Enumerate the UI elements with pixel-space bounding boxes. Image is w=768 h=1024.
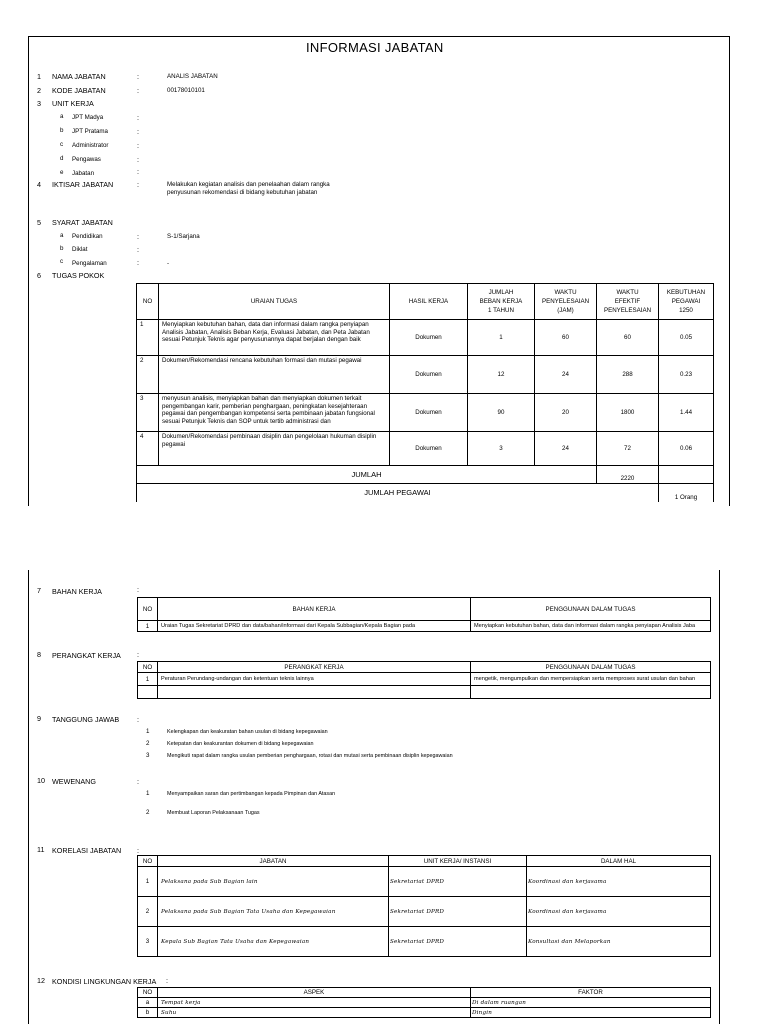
- cell-penggunaan: mengetik, mengumpulkan dan mempersiapkan serta memproses surat usulan dan bahan: [471, 673, 711, 686]
- field-label-ikhtisar: IKTISAR JABATAN: [52, 180, 114, 189]
- field-colon: :: [137, 232, 139, 241]
- table-header-row: [138, 598, 711, 621]
- list-item-no: 2: [146, 809, 150, 816]
- field-no: 2: [37, 86, 41, 95]
- table-row: [138, 998, 711, 1008]
- unit-kerja-administrator: Administrator: [72, 142, 109, 149]
- cell-uraian: Menyiapkan kebutuhan bahan, data dan informasi dalam rangka penyiapan Analisis Jabatan, Analisis Beban Kerja, Evaluasi Jabatan, dan Peta Jabatan sesuai Petunjuk Teknis agar penyusunannya dapat berjalan dengan baik: [159, 320, 390, 356]
- cell-no: 3: [137, 394, 159, 432]
- cell-unit: Sekretariat DPRD: [389, 897, 527, 927]
- header-penggunaan: PENGGUNAAN DALAM TUGAS: [471, 598, 711, 621]
- header-aspek: ASPEK: [158, 988, 471, 998]
- field-colon: :: [137, 155, 139, 164]
- field-colon: :: [137, 180, 139, 189]
- cell-no: 1: [138, 867, 158, 897]
- jumlah-label: JUMLAH: [137, 466, 597, 484]
- table-header-row: [137, 284, 714, 320]
- table-row: [137, 432, 714, 466]
- field-colon: :: [137, 141, 139, 150]
- header-penggunaan: PENGGUNAAN DALAM TUGAS: [471, 662, 711, 673]
- cell-hasil: Dokumen: [390, 320, 468, 356]
- table-row: [138, 1008, 711, 1018]
- cell-hasil: Dokumen: [390, 356, 468, 394]
- cell-no: 3: [138, 927, 158, 957]
- unit-kerja-letter: b: [60, 127, 64, 134]
- cell-no: a: [138, 998, 158, 1008]
- field-no: 7: [37, 586, 41, 595]
- cell-faktor: Di dalam ruangan: [471, 998, 711, 1008]
- field-colon: :: [137, 258, 139, 267]
- syarat-pengalaman-value: -: [167, 260, 170, 267]
- cell-no: b: [138, 1008, 158, 1018]
- header-line: EFEKTIF: [614, 298, 641, 305]
- bahan-kerja-table: [137, 597, 711, 632]
- field-label-unit-kerja: UNIT KERJA: [52, 99, 94, 108]
- cell-kebutuhan: 0.06: [659, 432, 714, 466]
- syarat-diklat-label: Diklat: [72, 246, 88, 253]
- table-row: [138, 621, 711, 632]
- cell-waktu: 20: [535, 394, 597, 432]
- header-no: NO: [137, 284, 159, 320]
- cell-waktu: 60: [535, 320, 597, 356]
- cell-uraian: Dokumen/Rekomendasi rencana kebutuhan formasi dan mutasi pegawai: [159, 356, 390, 394]
- cell-aspek: Tempat kerja: [158, 998, 471, 1008]
- header-line: KEBUTUHAN: [666, 289, 706, 296]
- cell-no: 4: [137, 432, 159, 466]
- table-header-row: [138, 662, 711, 673]
- syarat-pendidikan-value: S-1/Sarjana: [167, 233, 200, 240]
- header-line: WAKTU: [616, 289, 639, 296]
- list-item: Menyampaikan saran dan pertimbangan kepada Pimpinan dan Atasan: [167, 791, 336, 797]
- korelasi-jabatan-table: [137, 855, 711, 957]
- list-item: Mengikuti rapat dalam rangka usulan pemberian penghargaan, rotasi dan mutasi serta pembinaan disiplin kepegawaian: [167, 753, 453, 759]
- field-no: 3: [37, 99, 41, 108]
- jumlah-pegawai-value: 1 Orang: [659, 484, 714, 502]
- field-colon: :: [137, 585, 139, 594]
- header-no: NO: [138, 856, 158, 867]
- cell-uraian: menyusun analisis, menyiapkan bahan dan menyiapkan dokumen terkait pengembangan karir, pemberian penghargaan, peningkatan kesejahteraan pegawai dan pengembangan kompetensi serta pembinaan jabatan fungsional sesuai Petunjuk Teknis dan SOP untuk tertib administrasi dan: [159, 394, 390, 432]
- header-line: 1250: [679, 307, 693, 314]
- field-colon: :: [137, 127, 139, 136]
- header-faktor: FAKTOR: [471, 988, 711, 998]
- cell-kebutuhan: 0.05: [659, 320, 714, 356]
- field-label-tugas-pokok: TUGAS POKOK: [52, 271, 105, 280]
- unit-kerja-letter: e: [60, 169, 64, 176]
- header-waktu-penyelesaian: [535, 284, 597, 320]
- table-row: [137, 320, 714, 356]
- field-no: 8: [37, 650, 41, 659]
- syarat-letter: b: [60, 245, 64, 252]
- cell-waktu: 24: [535, 356, 597, 394]
- cell-jabatan: Pelaksana pada Sub Bagian Tata Usaha dan Kepegawaian: [158, 897, 389, 927]
- unit-kerja-jabatan: Jabatan: [72, 170, 95, 177]
- header-hasil-kerja: HASIL KERJA: [390, 284, 468, 320]
- header-perangkat-kerja: PERANGKAT KERJA: [158, 662, 471, 673]
- field-label-wewenang: WEWENANG: [52, 777, 96, 786]
- ikhtisar-text-line-2: penyusunan rekomendasi di bidang kebutuhan jabatan: [167, 189, 318, 196]
- cell-beban: 3: [468, 432, 535, 466]
- header-dalam-hal: DALAM HAL: [527, 856, 711, 867]
- field-no: 4: [37, 180, 41, 189]
- field-no: 9: [37, 714, 41, 723]
- header-line: PEGAWAI: [671, 298, 701, 305]
- field-colon: :: [137, 167, 139, 176]
- cell-penggunaan: Menyiapkan kebutuhan bahan, data dan informasi dalam rangka penyiapan Analisis Jaba: [471, 621, 711, 632]
- table-row: [138, 867, 711, 897]
- table-header-row: [138, 988, 711, 998]
- list-item: Ketepatan dan keakurantan dokumen di bidang kepegawaian: [167, 741, 314, 747]
- header-uraian-tugas: URAIAN TUGAS: [159, 284, 390, 320]
- header-line: BEBAN KERJA: [479, 298, 523, 305]
- header-line: (JAM): [557, 307, 574, 314]
- field-label-syarat-jabatan: SYARAT JABATAN: [52, 218, 113, 227]
- list-item-no: 2: [146, 740, 150, 747]
- field-colon: :: [137, 846, 139, 855]
- field-colon: :: [137, 86, 139, 95]
- unit-kerja-letter: d: [60, 155, 64, 162]
- table-header-row: [138, 856, 711, 867]
- jumlah-pegawai-label: JUMLAH PEGAWAI: [137, 484, 659, 502]
- table-row-empty: [138, 686, 711, 699]
- cell-no: 2: [138, 897, 158, 927]
- field-label-nama-jabatan: NAMA JABATAN: [52, 72, 106, 81]
- field-colon: :: [166, 976, 168, 985]
- list-item: Kelengkapan dan keakuratan bahan usulan di bidang kepegawaian: [167, 729, 328, 735]
- cell-kebutuhan: 0.23: [659, 356, 714, 394]
- field-colon: :: [137, 113, 139, 122]
- header-line: JUMLAH: [488, 289, 514, 296]
- header-line: 1 TAHUN: [488, 307, 514, 314]
- cell-unit: Sekretariat DPRD: [389, 927, 527, 957]
- cell-efektif: 1800: [597, 394, 659, 432]
- syarat-pengalaman-label: Pengalaman: [72, 260, 107, 267]
- cell-hasil: Dokumen: [390, 394, 468, 432]
- field-value-nama-jabatan: ANALIS JABATAN: [167, 73, 218, 80]
- cell-faktor: Dingin: [471, 1008, 711, 1018]
- empty-cell: [659, 466, 714, 484]
- list-item-no: 1: [146, 790, 150, 797]
- table-row: [138, 897, 711, 927]
- list-item-no: 3: [146, 752, 150, 759]
- kondisi-lingkungan-table: [137, 987, 711, 1018]
- header-beban-kerja: [468, 284, 535, 320]
- field-no: 12: [37, 976, 45, 985]
- cell-uraian: Dokumen/Rekomendasi pembinaan disiplin dan pengelolaan hukuman disiplin pegawai: [159, 432, 390, 466]
- ikhtisar-text-line-1: Melakukan kegiatan analisis dan penelaahan dalam rangka: [167, 181, 330, 188]
- cell-beban: 1: [468, 320, 535, 356]
- cell-unit: Sekretariat DPRD: [389, 867, 527, 897]
- header-no: NO: [138, 988, 158, 998]
- header-line: PENYELESAIAN: [541, 298, 590, 305]
- table-row: [138, 927, 711, 957]
- list-item: Membuat Laporan Pelaksanaan Tugas: [167, 810, 260, 816]
- cell-efektif: 288: [597, 356, 659, 394]
- cell-beban: 12: [468, 356, 535, 394]
- cell-no: 2: [137, 356, 159, 394]
- cell-no: 1: [138, 621, 158, 632]
- cell-dalam-hal: Koordinasi dan kerjasama: [527, 867, 711, 897]
- cell-jabatan: Kepala Sub Bagian Tata Usaha dan Kepegawaian: [158, 927, 389, 957]
- syarat-letter: a: [60, 232, 64, 239]
- field-no: 5: [37, 218, 41, 227]
- field-no: 1: [37, 72, 41, 81]
- jumlah-pegawai-row: [137, 484, 714, 502]
- header-no: NO: [138, 662, 158, 673]
- cell-no: 1: [137, 320, 159, 356]
- header-bahan-kerja: BAHAN KERJA: [158, 598, 471, 621]
- field-no: 11: [37, 845, 45, 854]
- table-row: [138, 673, 711, 686]
- header-unit-kerja: UNIT KERJA/ INSTANSI: [389, 856, 527, 867]
- field-no: 6: [37, 271, 41, 280]
- jumlah-value: 2220: [597, 466, 659, 484]
- cell-beban: 90: [468, 394, 535, 432]
- header-jabatan: JABATAN: [158, 856, 389, 867]
- cell-aspek: Suhu: [158, 1008, 471, 1018]
- cell-waktu: 24: [535, 432, 597, 466]
- table-row: [137, 394, 714, 432]
- syarat-pendidikan-label: Pendidikan: [72, 233, 103, 240]
- cell-kebutuhan: 1.44: [659, 394, 714, 432]
- jumlah-row: [137, 466, 714, 484]
- header-line: WAKTU: [554, 289, 577, 296]
- cell-no: 1: [138, 673, 158, 686]
- unit-kerja-jpt-pratama: JPT Pratama: [72, 128, 108, 135]
- table-row: [137, 356, 714, 394]
- field-label-perangkat-kerja: PERANGKAT KERJA: [52, 651, 121, 660]
- field-label-kondisi-lingkungan: KONDISI LINGKUNGAN KERJA: [52, 977, 157, 986]
- tugas-pokok-table: [136, 283, 714, 502]
- field-colon: :: [137, 777, 139, 786]
- cell-efektif: 60: [597, 320, 659, 356]
- field-no: 10: [37, 776, 45, 785]
- document-title: INFORMASI JABATAN: [306, 40, 444, 55]
- unit-kerja-letter: c: [60, 141, 64, 148]
- syarat-letter: c: [60, 258, 64, 265]
- unit-kerja-letter: a: [60, 113, 64, 120]
- field-label-kode-jabatan: KODE JABATAN: [52, 86, 106, 95]
- cell-efektif: 72: [597, 432, 659, 466]
- header-line: PENYELESAIAN: [603, 307, 652, 314]
- field-label-bahan-kerja: BAHAN KERJA: [52, 587, 102, 596]
- cell-dalam-hal: Konsultasi dan Melaporkan: [527, 927, 711, 957]
- cell-perangkat: Peraturan Perundang-undangan dan ketentuan teknis lainnya: [158, 673, 471, 686]
- field-label-korelasi-jabatan: KORELASI JABATAN: [52, 846, 122, 855]
- field-colon: :: [137, 72, 139, 81]
- empty-cell: [158, 686, 471, 699]
- cell-dalam-hal: Koordinasi dan kerjasama: [527, 897, 711, 927]
- empty-cell: [471, 686, 711, 699]
- header-kebutuhan-pegawai: [659, 284, 714, 320]
- empty-cell: [138, 686, 158, 699]
- cell-hasil: Dokumen: [390, 432, 468, 466]
- field-colon: :: [137, 245, 139, 254]
- cell-bahan: Uraian Tugas Sekretariat DPRD dan data/bahan/informasi dari Kepala Subbagian/Kepala Bagian pada: [158, 621, 471, 632]
- unit-kerja-pengawas: Pengawas: [72, 156, 101, 163]
- perangkat-kerja-table: [137, 661, 711, 699]
- field-value-kode-jabatan: 00178010101: [167, 87, 205, 94]
- header-no: NO: [138, 598, 158, 621]
- list-item-no: 1: [146, 728, 150, 735]
- field-colon: :: [137, 715, 139, 724]
- header-waktu-efektif: [597, 284, 659, 320]
- cell-jabatan: Pelaksana pada Sub Bagian lain: [158, 867, 389, 897]
- field-label-tanggung-jawab: TANGGUNG JAWAB: [52, 715, 120, 724]
- unit-kerja-jpt-madya: JPT Madya: [72, 114, 104, 121]
- field-colon: :: [137, 650, 139, 659]
